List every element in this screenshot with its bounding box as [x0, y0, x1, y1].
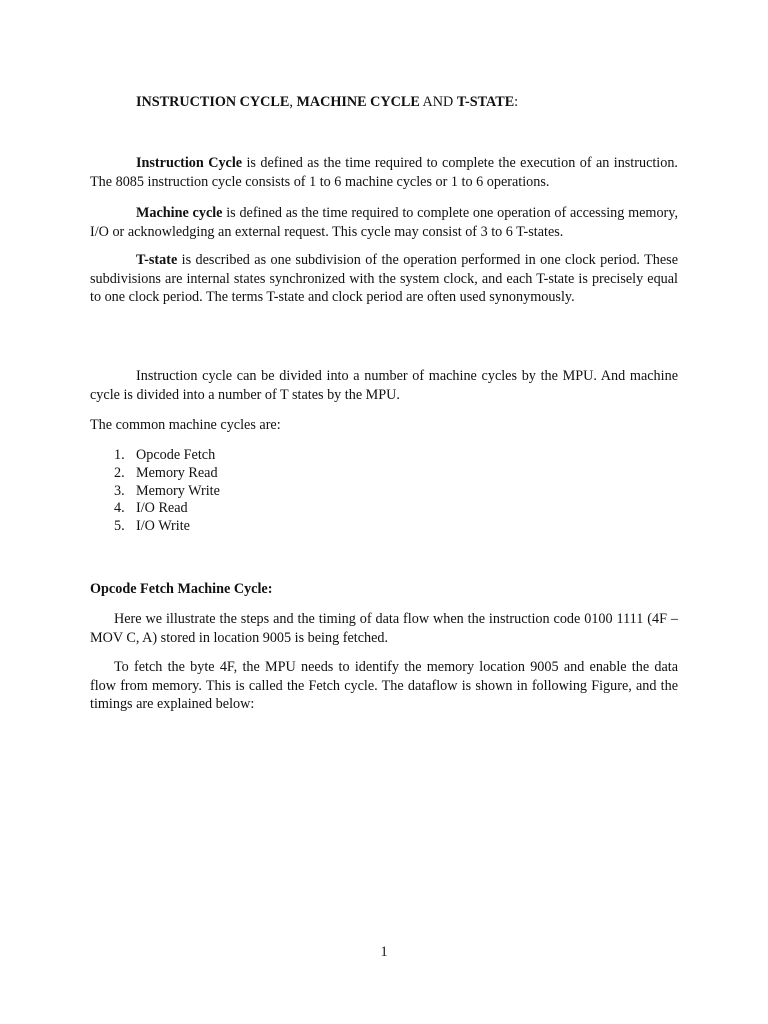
- list-item: [114, 500, 220, 518]
- title-separator: ,: [289, 94, 297, 110]
- title-machine-cycle: MACHINE CYCLE: [296, 94, 420, 110]
- list-item-label: I/O Read: [136, 500, 188, 517]
- definition-text: is defined as the time required to complete one operation of accessing memory, I/O or acknowledging an external request. This cycle may consist of 3 to 6 T-states.: [90, 205, 678, 240]
- title-instruction-cycle: INSTRUCTION CYCLE: [136, 94, 290, 110]
- list-item-label: Opcode Fetch: [136, 447, 216, 463]
- list-item: [114, 518, 220, 536]
- list-item-number: 3.: [114, 482, 125, 499]
- t-state-definition: [90, 251, 678, 307]
- opcode-paragraph: Here we illustrate the steps and the timing of data flow when the instruction code 0100 1111 (4F – MOV C, A) stored in location 9005 is being fetched.: [90, 611, 678, 646]
- list-item-number: 5.: [114, 518, 125, 535]
- definition-term: Instruction Cycle: [136, 155, 243, 171]
- list-item: [114, 465, 220, 483]
- list-item-number: 2.: [114, 464, 125, 481]
- machine-cycle-definition: [90, 204, 678, 241]
- list-item-label: Memory Write: [136, 482, 220, 499]
- list-intro: The common machine cycles are:: [90, 417, 281, 433]
- instruction-cycle-definition: [90, 154, 678, 191]
- definition-term: Machine cycle: [136, 205, 223, 221]
- machine-cycle-list: [114, 447, 220, 536]
- page-number: 1: [380, 944, 388, 960]
- definition-term: T-state: [136, 252, 178, 268]
- page-title: [136, 93, 518, 111]
- title-t-state: T-STATE: [456, 94, 515, 110]
- list-item: [114, 447, 220, 465]
- list-item-label: Memory Read: [136, 464, 218, 481]
- list-item: [114, 483, 220, 501]
- opcode-paragraph: To fetch the byte 4F, the MPU needs to identify the memory location 9005 and enable the data flow from memory. This is called the Fetch cycle. The dataflow is shown in following Figure, and the timings are explained below:: [90, 659, 678, 712]
- title-separator: :: [514, 94, 519, 110]
- division-paragraph: Instruction cycle can be divided into a number of machine cycles by the MPU. And machine cycle is divided into a number of T states by the MPU.: [90, 368, 678, 403]
- definition-text: is defined as the time required to complete the execution of an instruction. The 8085 instruction cycle consists of 1 to 6 machine cycles or 1 to 6 operations.: [90, 155, 678, 190]
- opcode-fetch-heading: Opcode Fetch Machine Cycle:: [90, 581, 273, 597]
- definition-text: is described as one subdivision of the operation performed in one clock period. These subdivisions are internal states synchronized with the system clock, and each T-state is precisely equal to one clock period. The terms T-state and clock period are often used synonymously.: [90, 252, 678, 305]
- list-item-number: 1.: [114, 447, 125, 463]
- list-item-number: 4.: [114, 500, 125, 517]
- list-item-label: I/O Write: [136, 518, 190, 535]
- title-separator: AND: [419, 94, 457, 110]
